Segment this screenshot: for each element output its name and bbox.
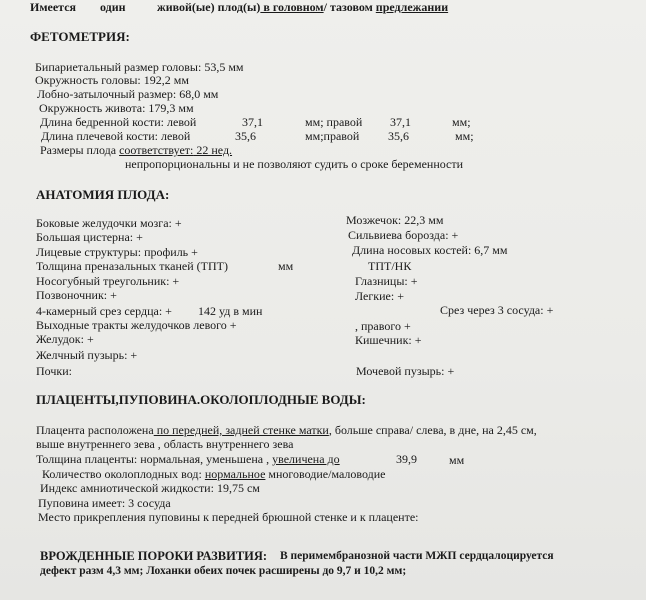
anatomy-nt-label: Толщина преназальных тканей (ТПТ) [36, 259, 228, 273]
anatomy-nt-unit: мм [278, 259, 294, 273]
header-presentation: предлежании [375, 0, 449, 14]
anatomy-sylvian: Сильвиева борозда: + [348, 228, 459, 242]
anatomy-intestine: Кишечник: + [355, 333, 422, 347]
placenta-cord: Пуповина имеет: 3 сосуда [38, 496, 171, 510]
anatomy-nasal-bone: Длина носовых костей: 6,7 мм [352, 243, 508, 257]
femur-left-value: 37,1 [242, 115, 263, 129]
humerus-unit: мм; [455, 129, 474, 143]
defects-line2: дефект разм 4,3 мм; Лоханки обеих почек расширены до 9,7 и 10,2 мм; [40, 565, 407, 577]
anatomy-four-chamber: 4-камерный срез сердца: + [36, 304, 172, 318]
placenta-location-label: Плацента расположена [36, 423, 154, 437]
anatomy-spine: Позвоночник: + [36, 288, 117, 302]
placenta-thickness-unit: мм [449, 453, 465, 467]
fetometry-bpd: Бипариетальный размер головы: 53,5 мм [35, 60, 244, 74]
placenta-thickness-value: 39,9 [396, 452, 417, 466]
placenta-location-line2: выше внутреннего зева , область внутреннего зева [36, 437, 294, 451]
defects-title: ВРОЖДЕННЫЕ ПОРОКИ РАЗВИТИЯ: [40, 549, 268, 563]
header-cephalic: в головном [260, 0, 324, 14]
amniotic-line [42, 467, 386, 481]
femur-label: Длина бедренной кости: левой [40, 115, 197, 129]
anatomy-lungs: Легкие: + [355, 289, 404, 303]
fetometry-title: ФЕТОМЕТРИЯ: [30, 29, 130, 44]
humerus-mid: мм;правой [305, 129, 360, 143]
placenta-anterior: по передней, [153, 423, 223, 437]
amniotic-label: Количество околоплодных вод: [42, 467, 205, 481]
placenta-side: , больше справа/ слева, в дне, на 2,45 см, [328, 423, 537, 437]
anatomy-outflow: Выходные тракты желудочков левого + [36, 318, 237, 332]
anatomy-tpt-nk: ТПТ/НК [368, 259, 412, 273]
humerus-label: Длина плечевой кости: левой [41, 129, 191, 143]
placenta-location-line [36, 423, 537, 437]
placenta-posterior: задней стенке матки [222, 423, 329, 437]
anatomy-bladder: Мочевой пузырь: + [356, 364, 455, 378]
anatomy-face-profile: Лицевые структуры: профиль + [36, 245, 198, 259]
anatomy-three-vessel: Срез через 3 сосуда: + [440, 303, 554, 317]
anatomy-title: АНАТОМИЯ ПЛОДА: [36, 187, 170, 202]
femur-right-value: 37,1 [390, 115, 411, 129]
placenta-thickness-label: Толщина плаценты: нормальная, уменьшена , [36, 452, 273, 466]
placenta-title: ПЛАЦЕНТЫ,ПУПОВИНА.ОКОЛОПЛОДНЫЕ ВОДЫ: [36, 392, 366, 407]
amniotic-poly-oligo: многоводие/маловодие [265, 467, 386, 481]
humerus-right-value: 35,6 [388, 129, 409, 143]
femur-mid: мм; правой [305, 115, 363, 129]
femur-unit: мм; [452, 115, 471, 129]
fetal-size-line [40, 143, 232, 157]
anatomy-cerebellum: Мозжечок: 22,3 мм [346, 213, 444, 227]
placenta-afi: Индекс амниотической жидкости: 19,75 см [40, 481, 260, 495]
defects-line1: В перимембранозной части МЖП сердцалоцируется [280, 550, 554, 562]
anatomy-stomach: Желудок: + [36, 332, 94, 346]
anatomy-lateral-ventricles: Боковые желудочки мозга: + [36, 216, 182, 230]
fetal-size-label: Размеры плода [40, 143, 117, 157]
placenta-thickness-increased: увеличена до [272, 452, 340, 466]
anatomy-cisterna: Большая цистерна: + [36, 230, 143, 244]
anatomy-kidneys: Почки: [36, 364, 72, 378]
fetometry-ac: Окружность живота: 179,3 мм [39, 101, 194, 115]
fetal-size-corresponds: соответствует: [119, 143, 194, 157]
header-breech: / тазовом [323, 0, 373, 14]
fetal-size-disproportionate: непропорциональны и не позволяют судить о сроке беременности [125, 157, 464, 171]
fetometry-hc: Окружность головы: 192,2 мм [35, 73, 189, 87]
placenta-cord-attachment: Место прикрепления пуповины к передней брюшной стенке и к плаценте: [38, 510, 419, 524]
humerus-left-value: 35,6 [235, 129, 256, 143]
anatomy-nasolabial: Носогубный треугольник: + [36, 274, 180, 288]
fetal-size-weeks: 22 нед. [193, 143, 233, 157]
fetometry-ofd: Лобно-затылочный размер: 68,0 мм [37, 87, 219, 101]
placenta-thickness-line [36, 452, 340, 466]
anatomy-orbits: Глазницы: + [355, 274, 418, 288]
header-has: Имеется [30, 0, 77, 14]
anatomy-heart-rate: 142 уд в мин [198, 304, 263, 318]
amniotic-normal: нормальное [204, 467, 266, 481]
anatomy-gallbladder: Желчный пузырь: + [36, 348, 138, 362]
anatomy-outflow-right: , правого + [355, 319, 411, 333]
header-fetus-line [157, 0, 448, 14]
header-count: один [100, 0, 126, 14]
header-fetus: живой(ые) плод(ы) [157, 0, 261, 14]
